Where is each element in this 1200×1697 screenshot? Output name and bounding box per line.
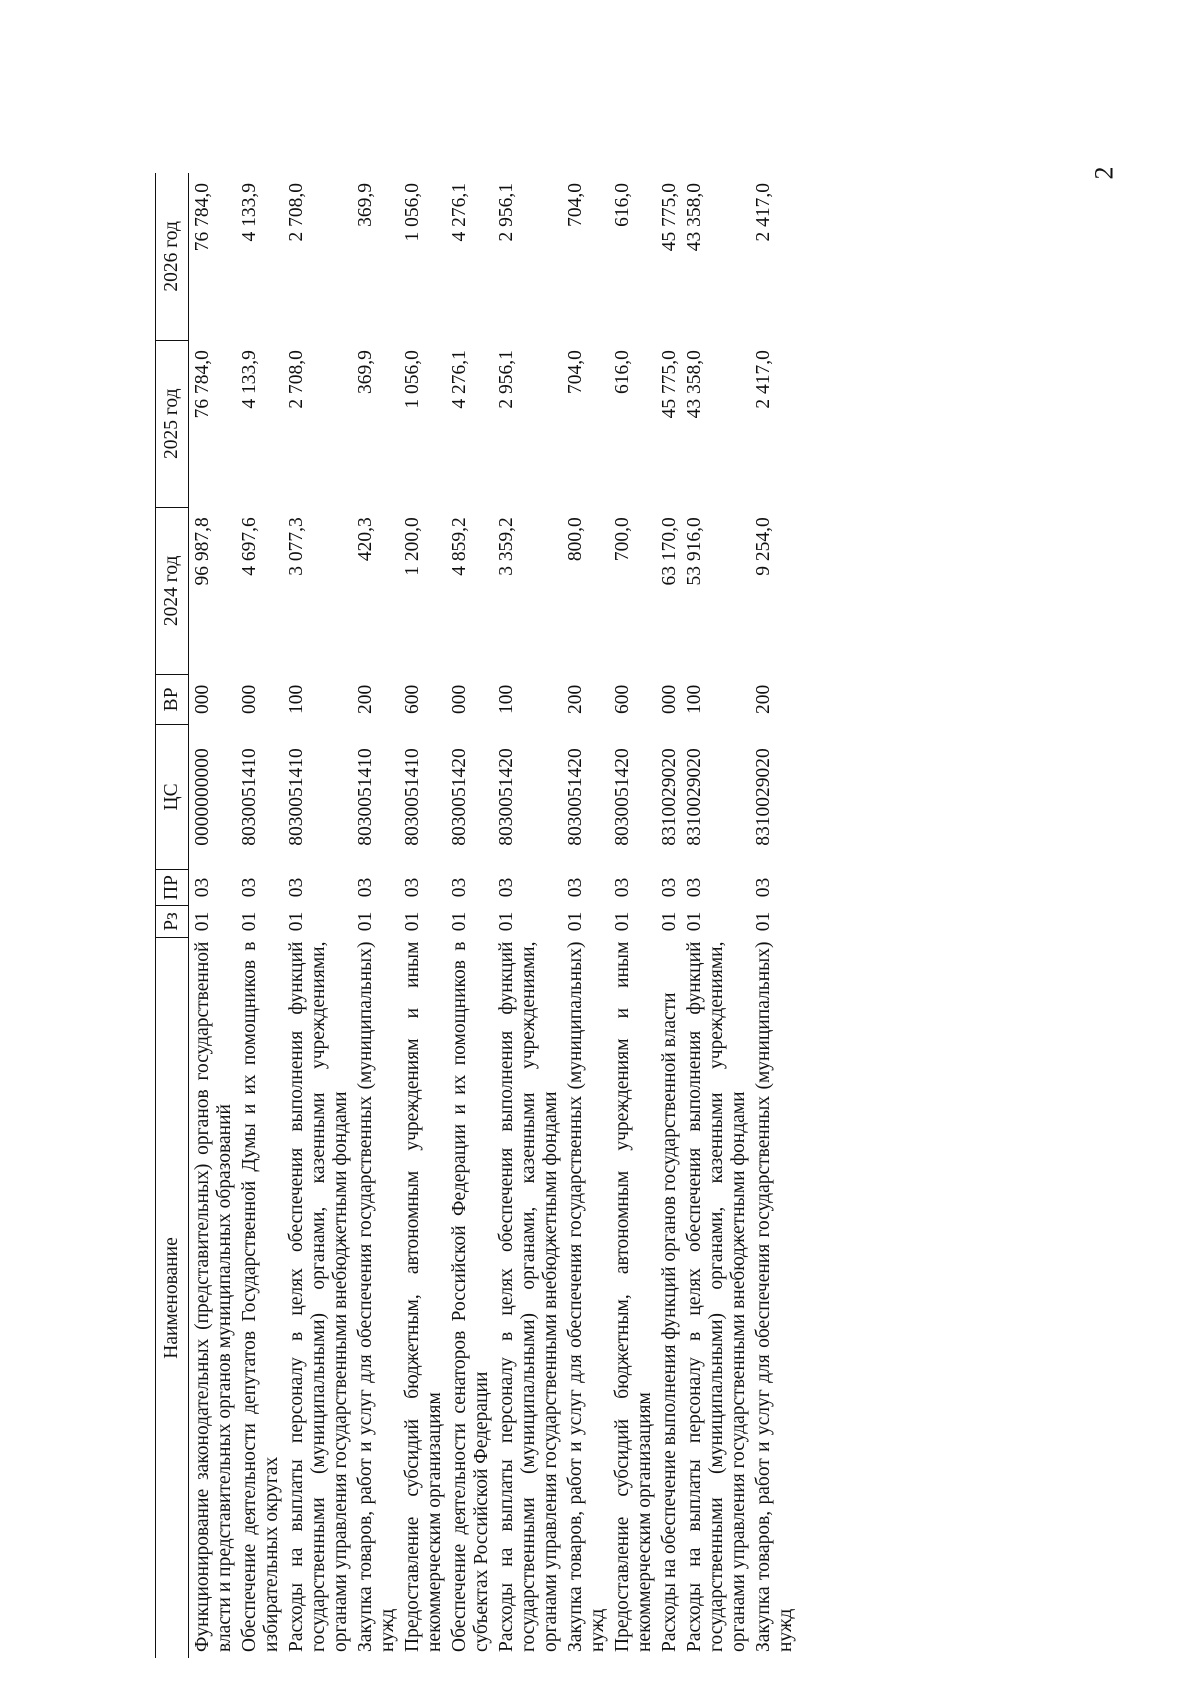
row-value-2026: 2 956,1 (496, 183, 517, 242)
row-pr: 03 (659, 877, 680, 898)
row-rz: 01 (402, 911, 423, 932)
row-vr: 000 (449, 684, 470, 714)
row-name: Обеспечение деятельности сенаторов Российской Федерации и их помощников в субъектах Российской Федерации (449, 941, 492, 1652)
row-value-2025: 76 784,0 (192, 350, 213, 419)
row-cs: 8310029020 (659, 748, 680, 846)
row-pr: 03 (753, 877, 774, 898)
header-rz: Рз (156, 906, 189, 938)
row-cs: 8030051410 (286, 748, 307, 846)
row-rz: 01 (192, 911, 213, 932)
row-name: Расходы на обеспечение выполнения функций органов государственной власти (659, 992, 680, 1652)
row-pr: 03 (565, 877, 586, 898)
row-rz: 01 (612, 911, 633, 932)
row-value-2024: 800,0 (565, 517, 586, 562)
row-cs: 8030051420 (612, 748, 633, 846)
row-pr: 03 (402, 877, 423, 898)
row-pr: 03 (192, 877, 213, 898)
row-value-2024: 63 170,0 (659, 517, 680, 586)
row-value-2025: 1 056,0 (402, 350, 423, 409)
header-2025: 2025 год (156, 340, 189, 507)
row-value-2024: 9 254,0 (753, 517, 774, 576)
budget-table (155, 173, 797, 1658)
row-name: Расходы на выплаты персоналу в целях обеспечения выполнения функций государственными (муниципальными) органами, казенными учреждениями, органами управления государственными внебюджетными фондами (496, 941, 561, 1652)
header-name: Наименование (156, 938, 189, 1658)
table-row (493, 173, 562, 1658)
row-value-2025: 4 133,9 (239, 350, 260, 409)
table-row (609, 173, 656, 1658)
row-rz: 01 (355, 911, 376, 932)
row-value-2025: 369,9 (355, 350, 376, 395)
row-value-2026: 1 056,0 (402, 183, 423, 242)
row-rz: 01 (684, 911, 705, 932)
row-pr: 03 (355, 877, 376, 898)
row-value-2026: 369,9 (355, 183, 376, 227)
row-value-2026: 45 775,0 (659, 183, 680, 252)
row-value-2025: 45 775,0 (659, 350, 680, 419)
row-value-2026: 616,0 (612, 183, 633, 227)
row-rz: 01 (565, 911, 586, 932)
row-name: Предоставление субсидий бюджетным, автономным учреждениям и иным некоммерческим организациям (612, 941, 655, 1652)
table-row (236, 173, 283, 1658)
header-2024: 2024 год (156, 507, 189, 674)
row-value-2024: 1 200,0 (402, 517, 423, 576)
row-vr: 000 (659, 684, 680, 714)
row-cs: 8310029020 (684, 748, 705, 846)
row-vr: 600 (612, 684, 633, 714)
row-value-2025: 2 417,0 (753, 350, 774, 409)
row-value-2025: 2 956,1 (496, 350, 517, 409)
row-pr: 03 (612, 877, 633, 898)
row-vr: 200 (753, 684, 774, 714)
table-row (189, 173, 237, 1658)
row-rz: 01 (449, 911, 470, 932)
row-value-2026: 2 708,0 (286, 183, 307, 242)
rotated-page-content (155, 173, 990, 1658)
row-value-2026: 76 784,0 (192, 183, 213, 252)
row-cs: 8030051420 (496, 748, 517, 846)
row-value-2025: 2 708,0 (286, 350, 307, 409)
table-row (562, 173, 609, 1658)
row-name: Закупка товаров, работ и услуг для обеспечения государственных (муниципальных) нужд (753, 941, 796, 1652)
row-cs: 8030051410 (239, 748, 260, 846)
row-vr: 000 (192, 684, 213, 714)
header-vr: ВР (156, 674, 189, 724)
header-2026: 2026 год (156, 173, 189, 340)
row-name: Расходы на выплаты персоналу в целях обеспечения выполнения функций государственными (муниципальными) органами, казенными учреждениями, органами управления государственными внебюджетными фондами (684, 941, 749, 1652)
row-value-2026: 4 133,9 (239, 183, 260, 242)
row-name: Закупка товаров, работ и услуг для обеспечения государственных (муниципальных) нужд (565, 941, 608, 1652)
row-value-2025: 616,0 (612, 350, 633, 395)
row-rz: 01 (239, 911, 260, 932)
table-row (352, 173, 399, 1658)
row-value-2026: 4 276,1 (449, 183, 470, 242)
row-cs: 8030051420 (565, 748, 586, 846)
row-cs: 8310029020 (753, 748, 774, 846)
row-value-2024: 3 359,2 (496, 517, 517, 576)
row-value-2025: 43 358,0 (684, 350, 705, 419)
row-vr: 200 (355, 684, 376, 714)
row-value-2026: 43 358,0 (684, 183, 705, 252)
row-name: Предоставление субсидий бюджетным, автономным учреждениям и иным некоммерческим организациям (402, 941, 445, 1652)
row-rz: 01 (753, 911, 774, 932)
row-cs: 8030051410 (402, 748, 423, 846)
row-name: Функционирование законодательных (представительных) органов государственной власти и представительных органов муниципальных образований (192, 941, 235, 1652)
row-cs: 8030051420 (449, 748, 470, 846)
row-rz: 01 (286, 911, 307, 932)
row-pr: 03 (239, 877, 260, 898)
table-row (681, 173, 750, 1658)
row-value-2025: 4 276,1 (449, 350, 470, 409)
row-name: Обеспечение деятельности депутатов Государственной Думы и их помощников в избирательных округах (239, 941, 282, 1652)
table-row (399, 173, 446, 1658)
row-pr: 03 (684, 877, 705, 898)
row-rz: 01 (496, 911, 517, 932)
row-value-2024: 4 697,6 (239, 517, 260, 576)
row-value-2024: 53 916,0 (684, 517, 705, 586)
header-cs: ЦС (156, 724, 189, 869)
table-row (446, 173, 493, 1658)
table-row (283, 173, 352, 1658)
row-vr: 000 (239, 684, 260, 714)
table-row (750, 173, 797, 1658)
row-rz: 01 (659, 911, 680, 932)
row-pr: 03 (449, 877, 470, 898)
table-row (656, 173, 681, 1658)
row-pr: 03 (286, 877, 307, 898)
row-pr: 03 (496, 877, 517, 898)
row-vr: 100 (286, 684, 307, 714)
row-value-2024: 700,0 (612, 517, 633, 562)
table-body (189, 173, 798, 1658)
row-value-2025: 704,0 (565, 350, 586, 395)
page-number: 2 (1089, 166, 1119, 180)
row-vr: 100 (684, 684, 705, 714)
row-value-2024: 4 859,2 (449, 517, 470, 576)
row-value-2024: 3 077,3 (286, 517, 307, 576)
row-value-2024: 96 987,8 (192, 517, 213, 586)
row-name: Расходы на выплаты персоналу в целях обеспечения выполнения функций государственными (муниципальными) органами, казенными учреждениями, органами управления государственными внебюджетными фондами (286, 941, 351, 1652)
row-value-2024: 420,3 (355, 517, 376, 562)
row-name: Закупка товаров, работ и услуг для обеспечения государственных (муниципальных) нужд (355, 941, 398, 1652)
row-value-2026: 2 417,0 (753, 183, 774, 242)
row-vr: 600 (402, 684, 423, 714)
row-vr: 200 (565, 684, 586, 714)
row-vr: 100 (496, 684, 517, 714)
row-value-2026: 704,0 (565, 183, 586, 227)
header-pr: ПР (156, 869, 189, 905)
row-cs: 0000000000 (192, 748, 213, 846)
table-header-row (156, 173, 189, 1658)
row-cs: 8030051410 (355, 748, 376, 846)
